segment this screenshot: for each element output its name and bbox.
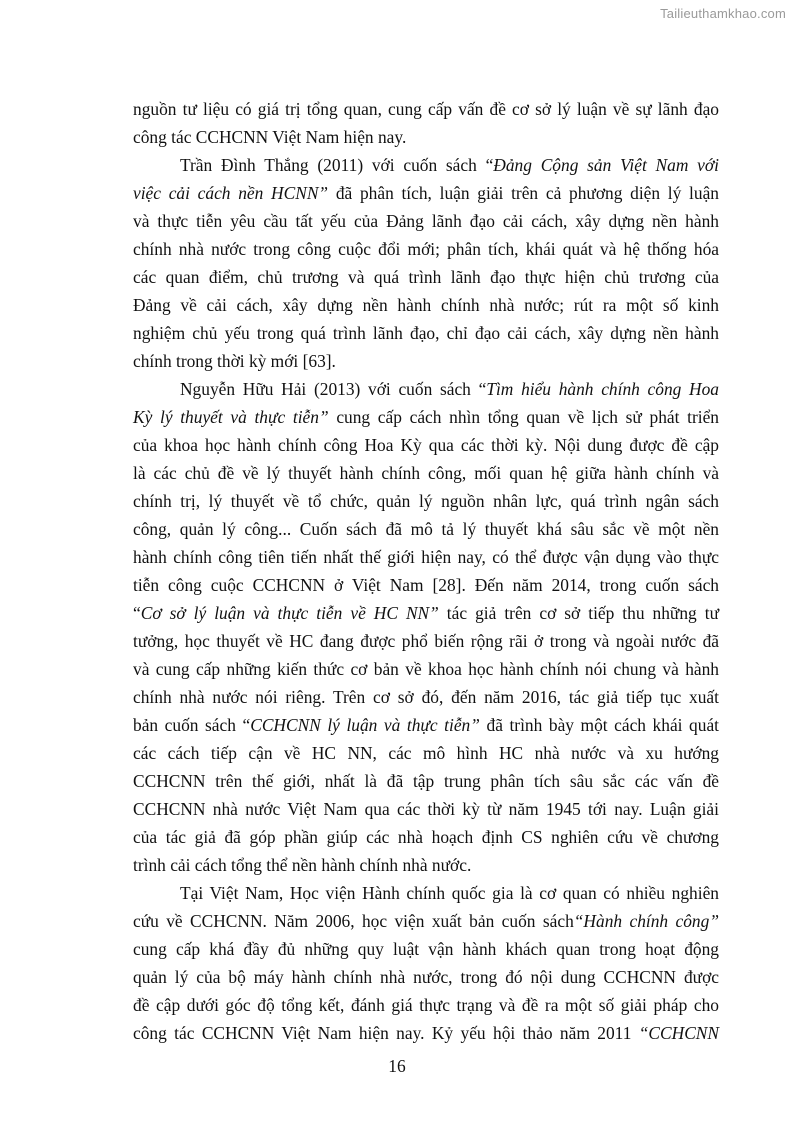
- text-line: chính trị, lý thuyết về tổ chức, quản lý nguồn nhân lực, quá trình ngân sách: [133, 491, 719, 511]
- text-line: cứu về CCHCNN. Năm 2006, học viện xuất bản cuốn sách“Hành chính công”: [133, 911, 719, 931]
- text-line: nguồn tư liệu có giá trị tổng quan, cung cấp vấn đề cơ sở lý luận về sự lãnh đạo: [133, 99, 719, 119]
- text-line: việc cải cách nền HCNN” đã phân tích, luận giải trên cả phương diện lý luận: [133, 183, 719, 203]
- text-line: các quan điểm, chủ trương và quá trình lãnh đạo thực hiện chủ trương của: [133, 267, 719, 287]
- text-line: công, quản lý công... Cuốn sách đã mô tả lý thuyết khá sâu sắc về một nền: [133, 519, 719, 539]
- watermark: Tailieuthamkhao.com: [660, 6, 786, 21]
- text-line: các cách tiếp cận về HC NN, các mô hình HC nhà nước và xu hướng: [133, 743, 719, 763]
- text-line: cung cấp khá đầy đủ những quy luật vận hành khách quan trong hoạt động: [133, 939, 719, 959]
- text-line: tiễn công cuộc CCHCNN ở Việt Nam [28]. Đến năm 2014, trong cuốn sách: [133, 575, 719, 595]
- text-line: là các chủ đề về lý thuyết hành chính công, mối quan hệ giữa hành chính và: [133, 463, 719, 483]
- text-line: của tác giả đã góp phần giúp các nhà hoạch định CS nghiên cứu về chương: [133, 827, 719, 847]
- text-line: Đảng về cải cách, xây dựng nền hành chính nhà nước; rút ra một số kinh: [133, 295, 719, 315]
- text-line: của khoa học hành chính công Hoa Kỳ qua các thời kỳ. Nội dung được đề cập: [133, 435, 719, 455]
- page-number: 16: [388, 1056, 406, 1076]
- text-line: và cung cấp những kiến thức cơ bản về khoa học hành chính nói chung và hành: [133, 659, 719, 679]
- text-line: trình cải cách tổng thể nền hành chính nhà nước.: [133, 855, 472, 875]
- text-line: chính nhà nước nói riêng. Trên cơ sở đó, đến năm 2016, tác giả tiếp tục xuất: [133, 687, 719, 707]
- text-line: bản cuốn sách “CCHCNN lý luận và thực tiễn” đã trình bày một cách khái quát: [133, 715, 720, 735]
- text-line: CCHCNN nhà nước Việt Nam qua các thời kỳ từ năm 1945 tới nay. Luận giải: [133, 799, 719, 819]
- text-line: công tác CCHCNN Việt Nam hiện nay.: [133, 127, 407, 147]
- text-line: đề cập dưới góc độ tổng kết, đánh giá thực trạng và đề ra một số giải pháp cho: [133, 995, 719, 1015]
- text-line: chính trong thời kỳ mới [63].: [133, 351, 336, 371]
- text-line: Tại Việt Nam, Học viện Hành chính quốc gia là cơ quan có nhiều nghiên: [180, 883, 719, 903]
- text-line: hành chính công tiên tiến nhất thế giới hiện nay, có thể được vận dụng vào thực: [133, 547, 719, 567]
- text-line: Trần Đình Thắng (2011) với cuốn sách “Đảng Cộng sản Việt Nam với: [180, 155, 719, 175]
- text-line: tưởng, học thuyết về HC đang được phổ biến rộng rãi ở trong và ngoài nước đã: [133, 631, 719, 651]
- text-line: CCHCNN trên thế giới, nhất là đã tập trung phân tích sâu sắc các vấn đề: [133, 771, 719, 791]
- text-line: công tác CCHCNN Việt Nam hiện nay. Kỷ yếu hội thảo năm 2011 “CCHCNN: [133, 1023, 719, 1043]
- text-line: quản lý của bộ máy hành chính nhà nước, trong đó nội dung CCHCNN được: [133, 967, 719, 987]
- text-line: nghiệm chủ yếu trong quá trình lãnh đạo, chỉ đạo cải cách, xây dựng nền hành: [133, 323, 719, 343]
- text-line: Nguyễn Hữu Hải (2013) với cuốn sách “Tìm hiểu hành chính công Hoa: [180, 379, 719, 399]
- text-line: và thực tiễn yêu cầu tất yếu của Đảng lãnh đạo cải cách, xây dựng nền hành: [133, 211, 719, 231]
- text-line: chính nhà nước trong công cuộc đổi mới; phân tích, khái quát và hệ thống hóa: [133, 239, 719, 259]
- text-line: “Cơ sở lý luận và thực tiễn về HC NN” tác giả trên cơ sở tiếp thu những tư: [133, 603, 719, 623]
- text-line: Kỳ lý thuyết và thực tiễn” cung cấp cách nhìn tổng quan về lịch sử phát triển: [133, 407, 719, 427]
